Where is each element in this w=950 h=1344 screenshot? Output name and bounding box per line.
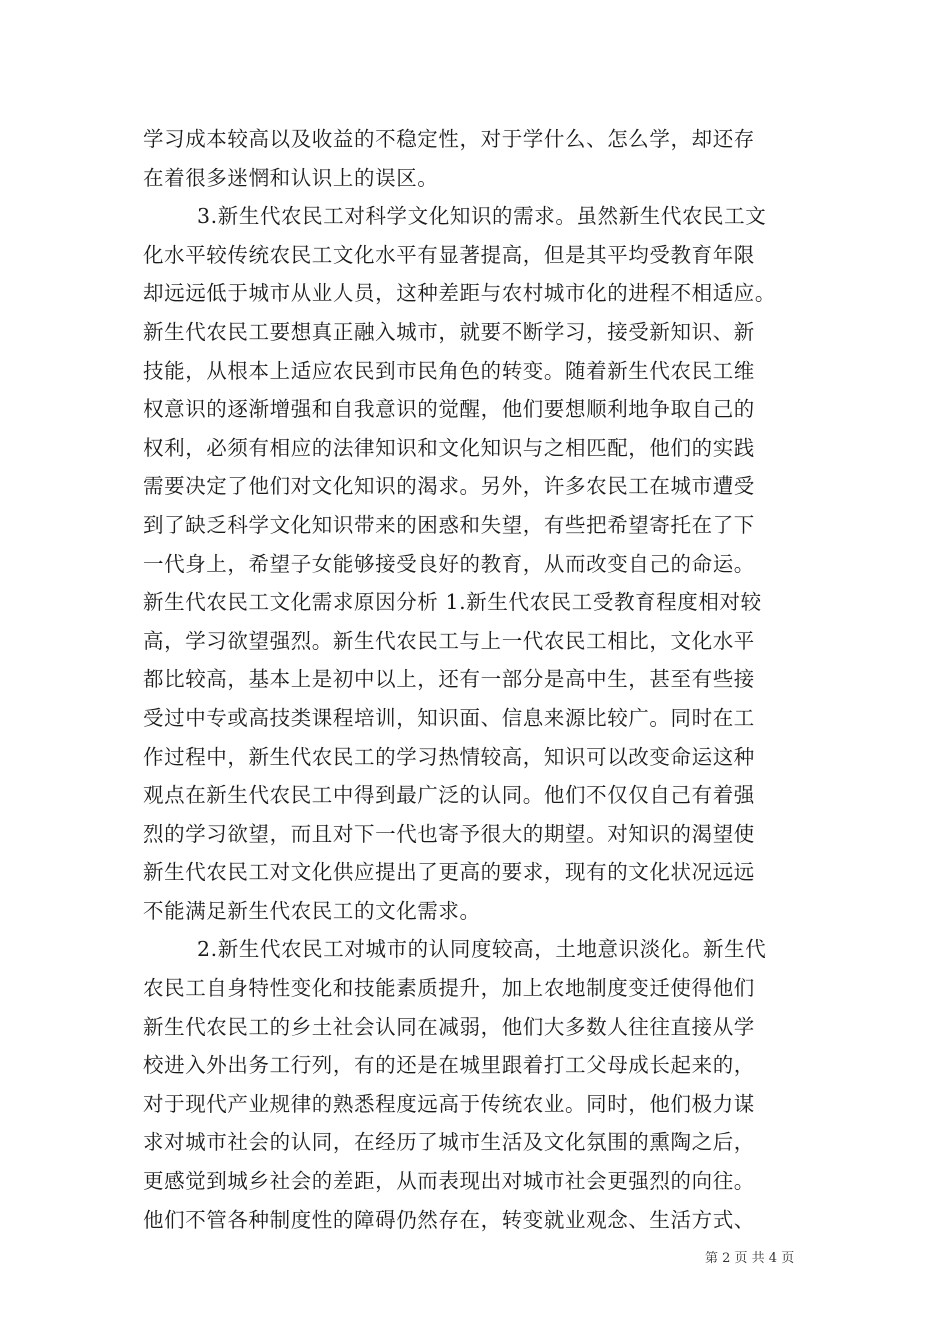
text-line: 新生代农民工要想真正融入城市，就要不断学习，接受新知识、新 bbox=[143, 319, 755, 344]
text-line: 化水平较传统农民工文化水平有显著提高，但是其平均受教育年限 bbox=[143, 242, 755, 267]
text-line: 权意识的逐渐增强和自我意识的觉醒，他们要想顺利地争取自己的 bbox=[143, 397, 755, 422]
text-line: 新生代农民工文化需求原因分析 1.新生代农民工受教育程度相对较 bbox=[143, 590, 762, 615]
text-line: 在着很多迷惘和认识上的误区。 bbox=[143, 165, 439, 190]
text-line: 受过中专或高技类课程培训，知识面、信息来源比较广。同时在工 bbox=[143, 705, 755, 730]
text-line: 3.新生代农民工对科学文化知识的需求。虽然新生代农民工文 bbox=[197, 204, 767, 229]
text-line: 对于现代产业规律的熟悉程度远高于传统农业。同时，他们极力谋 bbox=[143, 1091, 755, 1116]
text-line: 校进入外出务工行列，有的还是在城里跟着打工父母成长起来的， bbox=[143, 1053, 755, 1078]
text-line: 新生代农民工的乡土社会认同在减弱，他们大多数人往往直接从学 bbox=[143, 1014, 755, 1039]
text-line: 新生代农民工对文化供应提出了更高的要求，现有的文化状况远远 bbox=[143, 860, 755, 885]
text-line: 一代身上，希望子女能够接受良好的教育，从而改变自己的命运。 bbox=[143, 551, 755, 576]
text-line: 观点在新生代农民工中得到最广泛的认同。他们不仅仅自己有着强 bbox=[143, 783, 755, 808]
text-line: 2.新生代农民工对城市的认同度较高，土地意识淡化。新生代 bbox=[197, 937, 767, 962]
text-line: 到了缺乏科学文化知识带来的困惑和失望，有些把希望寄托在了下 bbox=[143, 512, 755, 537]
document-body bbox=[143, 120, 823, 1239]
text-line: 求对城市社会的认同，在经历了城市生活及文化氛围的熏陶之后， bbox=[143, 1130, 755, 1155]
text-line: 烈的学习欲望，而且对下一代也寄予很大的期望。对知识的渴望使 bbox=[143, 821, 755, 846]
text-line: 不能满足新生代农民工的文化需求。 bbox=[143, 898, 481, 923]
text-line: 农民工自身特性变化和技能素质提升，加上农地制度变迁使得他们 bbox=[143, 976, 755, 1001]
text-line: 需要决定了他们对文化知识的渴求。另外，许多农民工在城市遭受 bbox=[143, 474, 755, 499]
text-line: 作过程中，新生代农民工的学习热情较高，知识可以改变命运这种 bbox=[143, 744, 755, 769]
text-line: 学习成本较高以及收益的不稳定性，对于学什么、怎么学，却还存 bbox=[143, 127, 755, 151]
text-line: 他们不管各种制度性的障碍仍然存在，转变就业观念、生活方式、 bbox=[143, 1207, 755, 1232]
page-number: 第 2 页 共 4 页 bbox=[705, 1251, 795, 1266]
text-line: 却远远低于城市从业人员，这种差距与农村城市化的进程不相适应。 bbox=[143, 281, 776, 306]
text-line: 高，学习欲望强烈。新生代农民工与上一代农民工相比，文化水平 bbox=[143, 628, 755, 653]
text-line: 都比较高，基本上是初中以上，还有一部分是高中生，甚至有些接 bbox=[143, 667, 755, 692]
text-line: 权利，必须有相应的法律知识和文化知识与之相匹配，他们的实践 bbox=[143, 435, 755, 460]
text-line: 技能，从根本上适应农民到市民角色的转变。随着新生代农民工维 bbox=[143, 358, 755, 383]
text-line: 更感觉到城乡社会的差距，从而表现出对城市社会更强烈的向往。 bbox=[143, 1169, 755, 1194]
